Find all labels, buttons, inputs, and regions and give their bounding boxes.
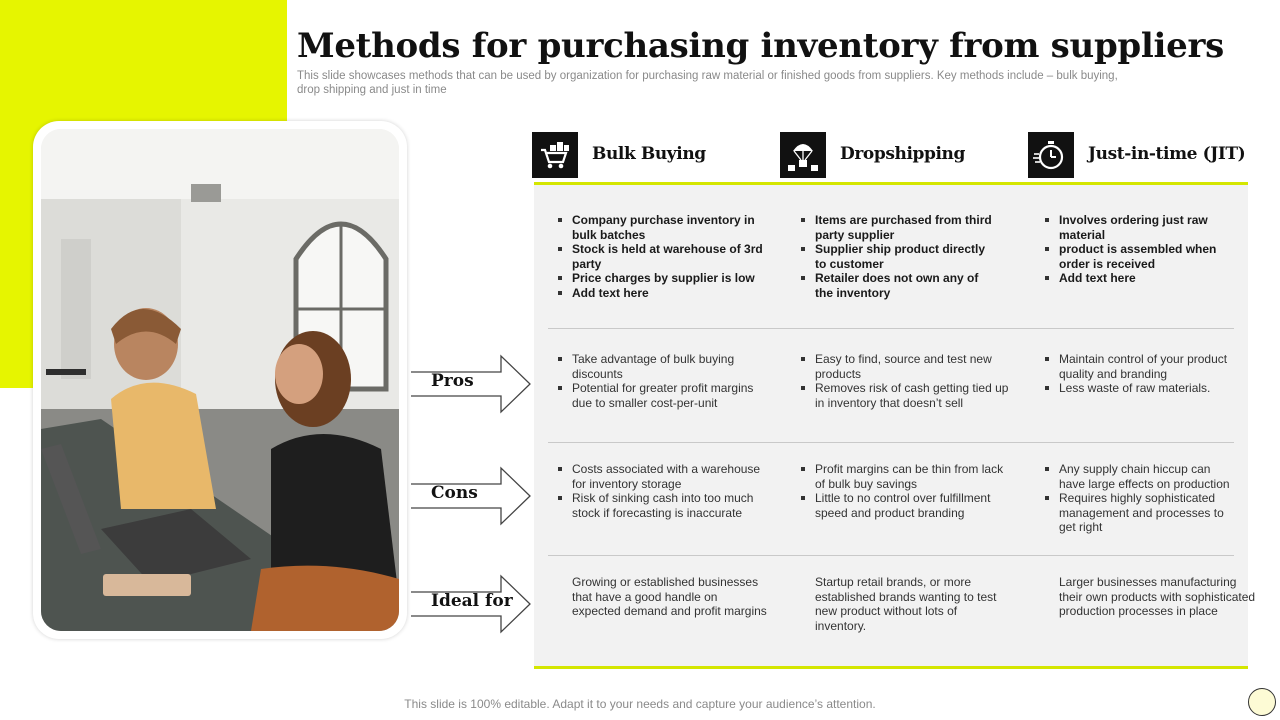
list-item: Add text here: [1040, 271, 1230, 286]
list-item: Items are purchased from third party supplier: [796, 213, 996, 242]
jit-pros: [1040, 352, 1230, 396]
list-item: Stock is held at warehouse of 3rd party: [553, 242, 768, 271]
column-title: Dropshipping: [840, 144, 965, 164]
list-item: product is assembled when order is received: [1040, 242, 1230, 271]
list-item: Take advantage of bulk buying discounts: [553, 352, 768, 381]
list-item: Price charges by supplier is low: [553, 271, 768, 286]
list-item: Any supply chain hiccup can have large effects on production: [1040, 462, 1230, 491]
bulk-buying-pros: [553, 352, 768, 410]
photo-frame: [33, 121, 407, 639]
list-item: Retailer does not own any of the inventory: [796, 271, 996, 300]
page-subtitle: This slide showcases methods that can be used by organization for purchasing raw material or finished goods from suppliers. Key methods include – bulk buying, drop shipping and just in time: [297, 70, 1118, 96]
dropshipping-features: [796, 213, 996, 301]
row-label-cons: [410, 466, 532, 526]
row-label-pros: [410, 354, 532, 414]
shopping-cart-icon: [532, 132, 578, 178]
list-item: Company purchase inventory in bulk batches: [553, 213, 768, 242]
row-label-text: Cons: [431, 483, 478, 503]
list-item: Potential for greater profit margins due to smaller cost-per-unit: [553, 381, 768, 410]
bulk-buying-cons: [553, 462, 768, 520]
dropshipping-pros: [796, 352, 1011, 410]
page-title: Methods for purchasing inventory from suppliers: [297, 26, 1224, 66]
list-item: Easy to find, source and test new products: [796, 352, 1011, 381]
footer-note: This slide is 100% editable. Adapt it to your needs and capture your audience’s attention.: [404, 697, 876, 711]
list-item: Little to no control over fulfillment speed and product branding: [796, 491, 1011, 520]
dropshipping-cons: [796, 462, 1011, 520]
office-photo: [41, 129, 399, 631]
list-item: Maintain control of your product quality and branding: [1040, 352, 1230, 381]
list-item: Involves ordering just raw material: [1040, 213, 1230, 242]
list-item: Risk of sinking cash into too much stock if forecasting is inaccurate: [553, 491, 768, 520]
stopwatch-icon: [1028, 132, 1074, 178]
column-title: Bulk Buying: [592, 144, 706, 164]
list-item: Profit margins can be thin from lack of bulk buy savings: [796, 462, 1011, 491]
list-item: Requires highly sophisticated management and processes to get right: [1040, 491, 1230, 535]
row-label-text: Ideal for: [431, 591, 513, 611]
list-item: Costs associated with a warehouse for inventory storage: [553, 462, 768, 491]
jit-features: [1040, 213, 1230, 286]
row-divider: [548, 328, 1234, 329]
parachute-box-icon: [780, 132, 826, 178]
dropshipping-ideal-for: Startup retail brands, or more established brands wanting to test new product without lots of inventory.: [815, 575, 997, 633]
list-item: Add text here: [553, 286, 768, 301]
row-label-text: Pros: [431, 371, 474, 391]
bulk-buying-features: [553, 213, 768, 301]
row-label-ideal-for: [410, 574, 532, 634]
list-item: Supplier ship product directly to customer: [796, 242, 996, 271]
column-title: Just-in-time (JIT): [1088, 144, 1246, 164]
jit-ideal-for: Larger businesses manufacturing their own products with sophisticated production processes in place: [1059, 575, 1256, 619]
row-divider: [548, 442, 1234, 443]
row-divider: [548, 555, 1234, 556]
jit-cons: [1040, 462, 1230, 535]
list-item: Less waste of raw materials.: [1040, 381, 1230, 396]
list-item: Removes risk of cash getting tied up in inventory that doesn’t sell: [796, 381, 1011, 410]
corner-circle-decoration: [1248, 688, 1276, 716]
bulk-buying-ideal-for: Growing or established businesses that have a good handle on expected demand and profit margins: [572, 575, 767, 619]
